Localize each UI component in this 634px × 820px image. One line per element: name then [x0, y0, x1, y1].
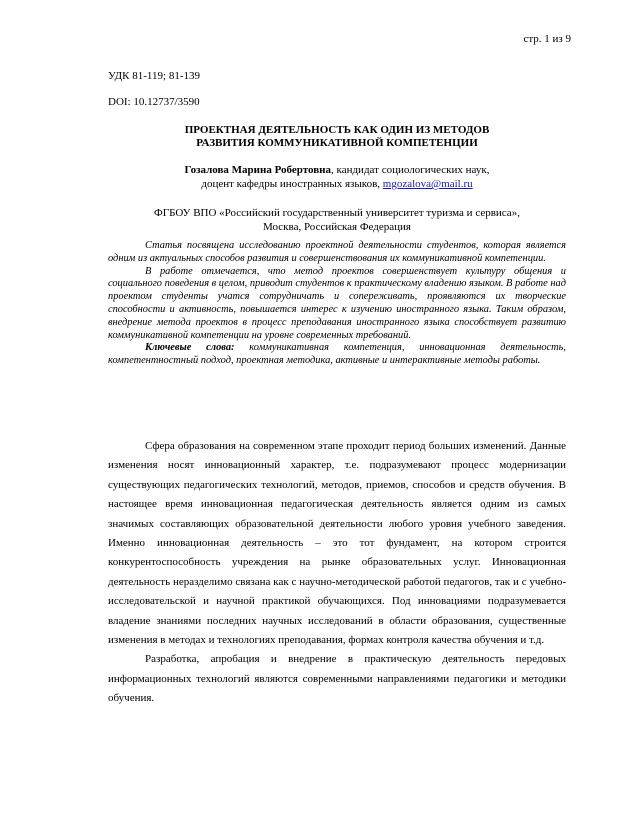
keywords-text: коммуникативная компетенция, инновационная деятельность, компетентностный подход, проектная методика, активные и интерактивные методы работы.	[108, 342, 566, 367]
title-line-2: РАЗВИТИЯ КОММУНИКАТИВНОЙ КОМПЕТЕНЦИИ	[196, 137, 478, 149]
affiliation-block	[108, 206, 566, 234]
keywords-paragraph	[108, 342, 566, 368]
udk-code: УДК 81-119; 81-139	[108, 70, 200, 82]
author-degree: , кандидат социологических наук,	[331, 164, 490, 176]
doi-label: DOI:	[108, 96, 134, 108]
body-text	[108, 437, 566, 709]
abstract	[108, 240, 566, 368]
author-line-1	[108, 163, 566, 177]
article-title	[108, 124, 566, 150]
author-name: Гозалова Марина Робертовна	[184, 164, 332, 176]
author-email-link[interactable]: mgozalova@mail.ru	[382, 178, 473, 190]
affiliation-line-2: Москва, Российская Федерация	[263, 221, 411, 233]
affiliation-line-1: ФГБОУ ВПО «Российский государственный университет туризма и сервиса»,	[154, 207, 520, 219]
author-line-2	[108, 177, 566, 191]
author-position: доцент кафедры иностранных языков,	[201, 178, 383, 190]
title-line-1: ПРОЕКТНАЯ ДЕЯТЕЛЬНОСТЬ КАК ОДИН ИЗ МЕТОДОВ	[184, 124, 490, 136]
abstract-paragraph-1: Статья посвящена исследованию проектной деятельности студентов, которая является одним из актуальных способов развития и совершенствования их коммуникативной компетенции.	[108, 240, 566, 264]
page-number: стр. 1 из 9	[523, 33, 571, 45]
doi-value: 10.12737/3590	[133, 96, 200, 108]
body-paragraph-1: Сфера образования на современном этапе проходит период больших изменений. Данные изменения носят инновационный характер, т.е. подразумевают процесс модернизации существующих педагогических технологий, методов, приемов, способов и средств обучения. В настоящее время инновационная педагогическая деятельность является одним из самых значимых составляющих образовательной деятельности любого уровня учебного заведения. Именно инновационная деятельность – это тот фундамент, на котором строится конкурентоспособность учреждения на рынке образовательных услуг. Инновационная деятельность неразделимо связана как с научно-методической работой педагогов, так и с учебно-исследовательской и научной практикой обучающихся. Под инновациями подразумевается владение знаниями последних научных исследований в области образования, существенные изменения в методах и технологиях преподавания, формах контроля качества обучения и т.д.	[108, 440, 566, 647]
body-paragraph-2: Разработка, апробация и внедрение в практическую деятельность передовых информационных технологий являются современными направлениями педагогики и методики обучения.	[108, 653, 566, 705]
doi-line	[108, 96, 200, 108]
keywords-label: Ключевые слова:	[145, 342, 235, 354]
abstract-paragraph-2: В работе отмечается, что метод проектов совершенствует культуру общения и социального поведения в целом, приводит студентов к практическому владению языком. В работе над проектом студенты учатся сотрудничать и сопереживать, проявляются их творческие способности и активность, повышается интерес к изучению иностранного языка. Таким образом, внедрение метода проектов в процесс преподавания иностранного языка способствует развитию коммуникативной компетенции на уровне современных требований.	[108, 265, 566, 341]
author-block	[108, 163, 566, 191]
